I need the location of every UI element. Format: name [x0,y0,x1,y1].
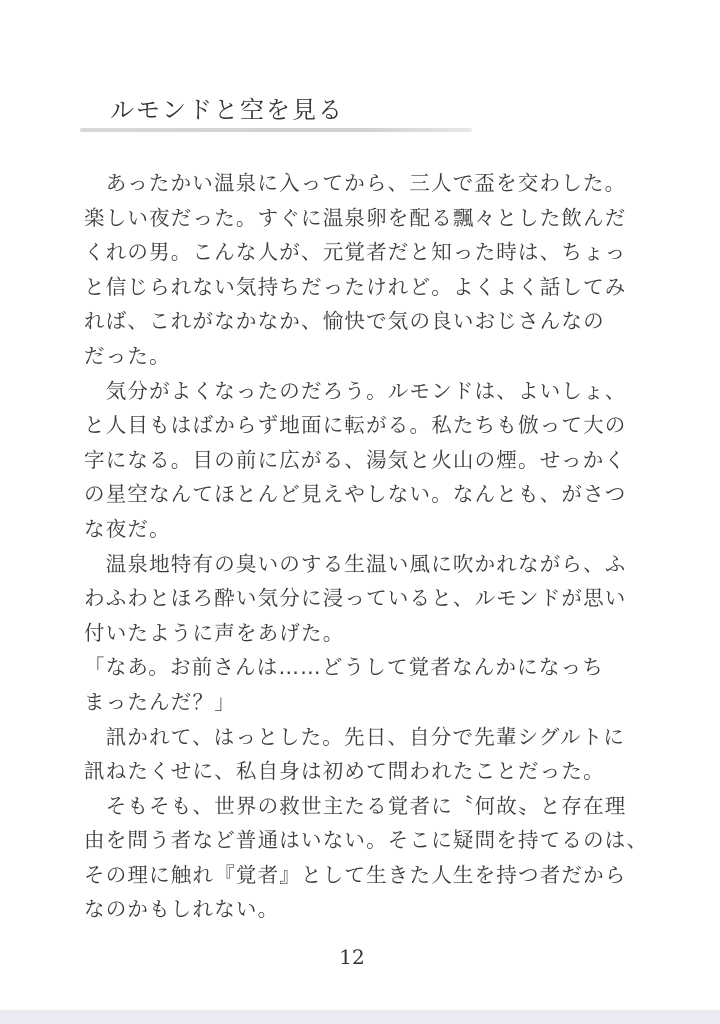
text-line: わふわとほろ酔い気分に浸っていると、ルモンドが思い [84,586,627,611]
text-line: 「なあ。お前さんは……どうして覚者なんかになっち [84,655,604,680]
title-underline [80,128,472,132]
text-line: 訊かれて、はっとした。先日、自分で先輩シグルトに [84,724,626,749]
text-line: と信じられない気持ちだったけれど。よくよく話してみ [84,274,627,299]
text-line: まったんだ？」 [84,689,236,714]
bottom-strip [0,1010,720,1024]
text-line: だった。 [84,343,171,368]
text-line: 楽しい夜だった。すぐに温泉卵を配る飄々とした飲んだ [84,205,627,230]
text-line: 気分がよくなったのだろう。ルモンドは、よいしょ、 [84,378,627,403]
text-line: 訊ねたくせに、私自身は初めて問われたことだった。 [84,759,605,784]
text-line: な夜だ。 [84,516,171,541]
body-text [84,166,649,927]
page-number: 12 [339,945,365,969]
text-line: くれの男。こんな人が、元覚者だと知った時は、ちょっ [84,240,627,265]
text-line: 由を問う者など普通はいない。そこに疑問を持てるのは、 [84,828,649,853]
text-line: 字になる。目の前に広がる、湯気と火山の煙。せっかく [84,447,627,472]
text-line: そもそも、世界の救世主たる覚者に〝何故〟と存在理 [84,793,627,818]
text-line: の星空なんてほとんど見えやしない。なんとも、がさつ [84,482,627,507]
text-line: と人目もはばからず地面に転がる。私たちも倣って大の [84,413,627,438]
text-line: その理に触れ『覚者』として生きた人生を持つ者だから [84,862,627,887]
text-line: なのかもしれない。 [84,897,280,922]
text-line: 付いたように声をあげた。 [84,620,345,645]
text-line: 温泉地特有の臭いのする生温い風に吹かれながら、ふ [84,551,627,576]
text-line: あったかい温泉に入ってから、三人で盃を交わした。 [84,171,627,195]
text-line: れば、これがなかなか、愉快で気の良いおじさんなの [84,309,605,334]
chapter-title: ルモンドと空を見る [110,96,344,124]
